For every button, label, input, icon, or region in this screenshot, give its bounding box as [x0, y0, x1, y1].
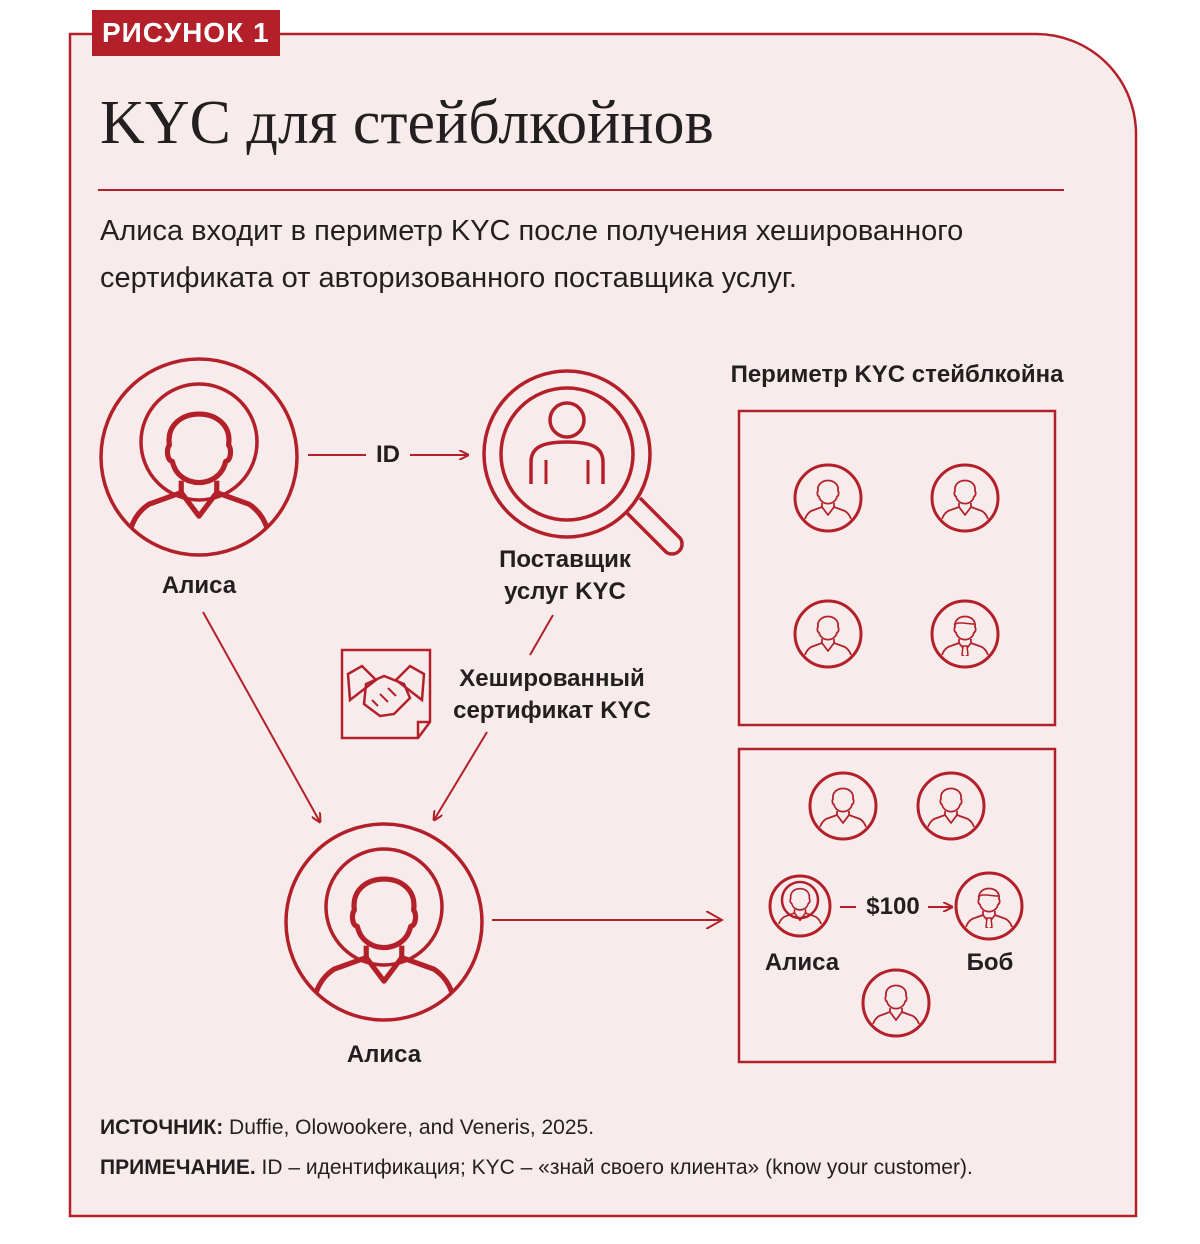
- perimeter-alice-label: Алиса: [764, 949, 840, 976]
- figure-tag: РИСУНОК 1: [92, 10, 280, 56]
- figure-subtitle: Алиса входит в периметр KYC после получения хешированного сертификата от авторизованного поставщика услуг.: [100, 215, 964, 294]
- figure-title: KYC для стейблкойнов: [100, 89, 714, 157]
- alice-top-label: Алиса: [161, 572, 237, 599]
- abbreviation-note: [100, 1156, 973, 1180]
- note-text: ID – идентификация; KYC – «знай своего клиента» (know your customer).: [255, 1156, 973, 1179]
- perimeter-title: Периметр KYC стейблкойна: [730, 361, 1064, 388]
- note-label: ПРИМЕЧАНИЕ.: [100, 1156, 256, 1179]
- certificate-label-line2: сертификат KYC: [453, 697, 651, 724]
- perimeter-bob-label: Боб: [966, 949, 1014, 976]
- certificate-label-line1: Хешированный: [459, 665, 645, 692]
- id-arrow-label: ID: [376, 441, 400, 468]
- alice-bottom-label: Алиса: [346, 1041, 422, 1068]
- source-note: [100, 1116, 594, 1140]
- source-label: ИСТОЧНИК:: [100, 1116, 224, 1139]
- provider-label-line1: Поставщик: [499, 546, 631, 573]
- source-text: Duffie, Olowookere, and Veneris, 2025.: [223, 1116, 595, 1139]
- provider-label-line2: услуг KYC: [504, 578, 626, 605]
- transfer-label: $100: [866, 893, 920, 920]
